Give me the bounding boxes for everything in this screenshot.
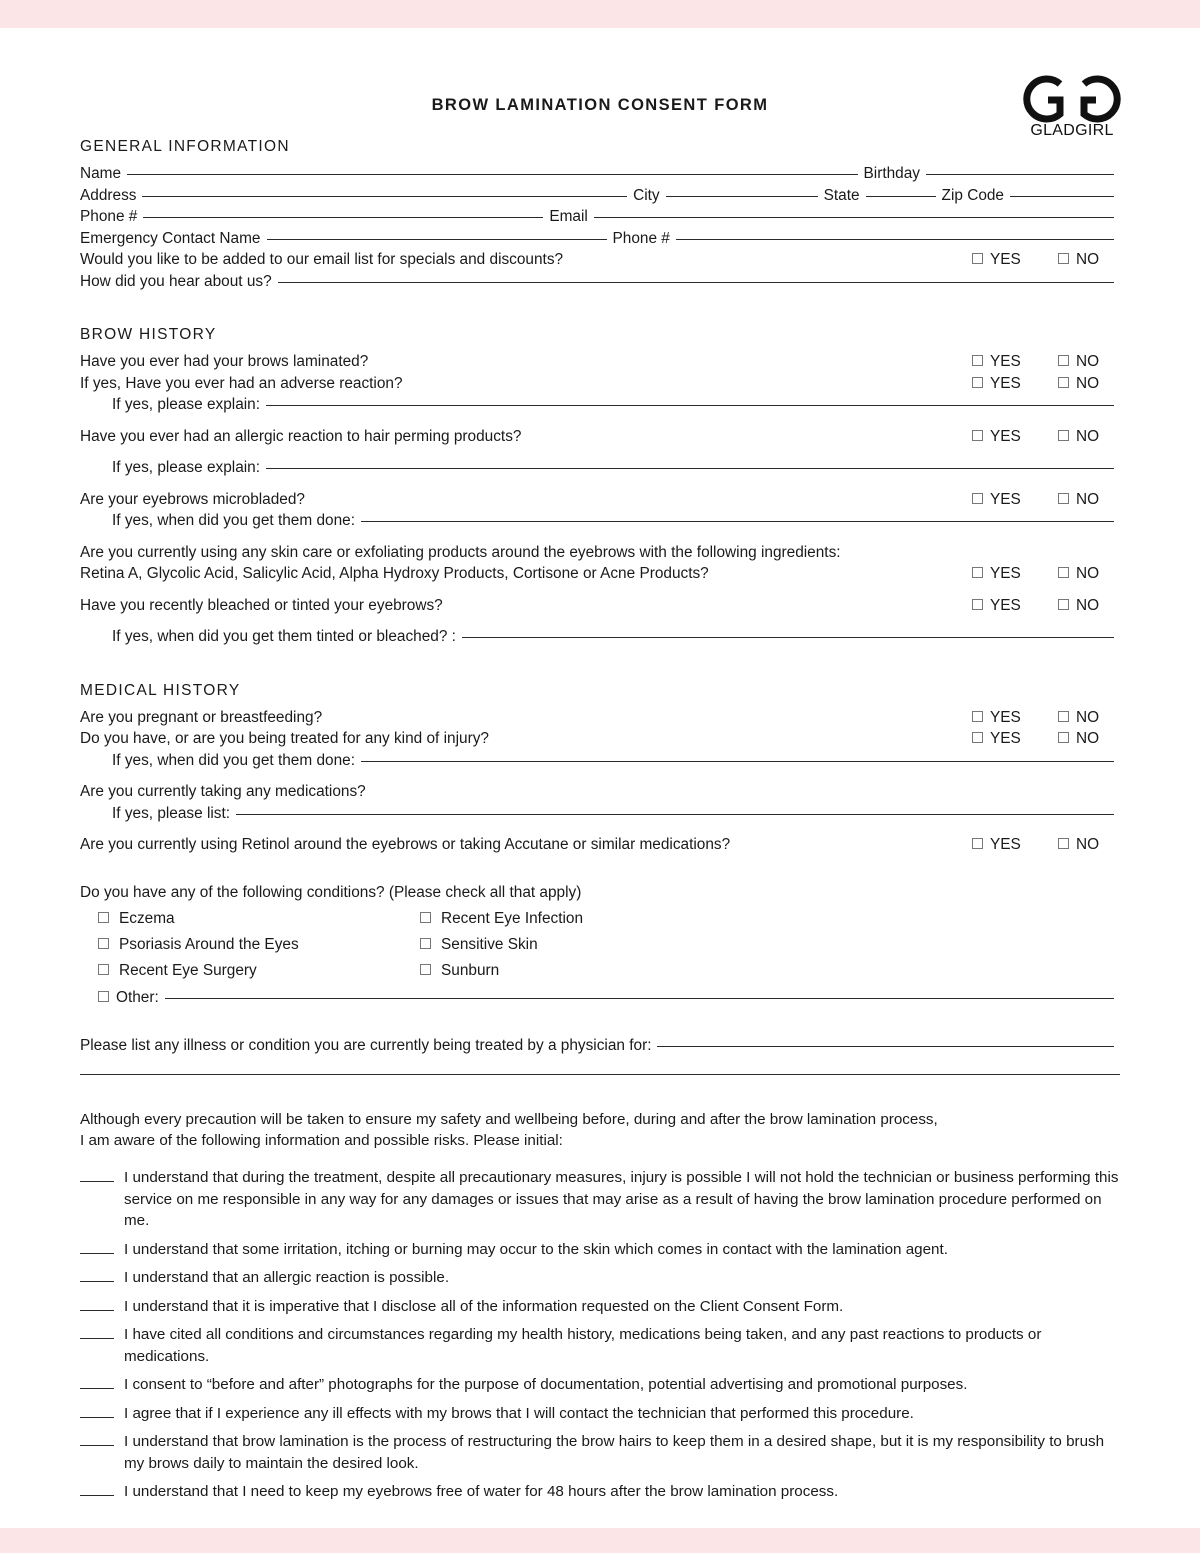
checkbox-retinol-no[interactable] (1058, 834, 1120, 856)
option-label-no: NO (1076, 374, 1100, 392)
condition-label: Recent Eye Infection (441, 910, 584, 927)
initial-text: I consent to “before and after” photographs for the purpose of documentation, potential advertising and promotional purposes. (124, 1376, 968, 1393)
question-injury (80, 728, 1120, 750)
initial-item (80, 1267, 1120, 1289)
option-label-yes: YES (990, 427, 1021, 445)
yesno-email-list (972, 249, 1120, 271)
spacer (80, 479, 1120, 489)
input-medication-list[interactable] (236, 814, 1114, 815)
checkbox-icon (1058, 253, 1069, 264)
yesno-bleached-tinted (972, 595, 1120, 617)
input-condition-other[interactable] (165, 998, 1114, 999)
checkbox-brows-laminated-no[interactable] (1058, 351, 1120, 373)
checkbox-icon (1058, 493, 1069, 504)
condition-label: Sunburn (441, 962, 500, 979)
label-zip: Zip Code (941, 186, 1004, 204)
input-initials[interactable] (80, 1267, 114, 1282)
label-email: Email (549, 208, 588, 225)
input-email[interactable] (594, 217, 1114, 218)
label-state: State (823, 186, 860, 204)
form-page (0, 28, 1200, 1528)
initial-text: I have cited all conditions and circumstances regarding my health history, medications being taken, and any past reactions to products or medications. (124, 1326, 1042, 1365)
label-medications: Are you currently taking any medications? (80, 783, 366, 800)
initial-text: I understand that I need to keep my eyebrows free of water for 48 hours after the brow lamination process. (124, 1483, 839, 1500)
checkbox-perming-allergy-no[interactable] (1058, 426, 1120, 448)
input-explain-2[interactable] (266, 468, 1114, 469)
input-initials[interactable] (80, 1403, 114, 1418)
checkbox-email-list-yes[interactable] (972, 249, 1058, 271)
checkbox-icon (972, 377, 983, 388)
input-phone[interactable] (143, 217, 543, 218)
condition-label: Sensitive Skin (441, 936, 538, 953)
checkbox-perming-allergy-yes[interactable] (972, 426, 1058, 448)
question-skincare-line2 (80, 563, 1120, 585)
section-heading-medical-history: MEDICAL HISTORY (80, 681, 241, 699)
checkbox-icon (98, 938, 109, 949)
option-label-no: NO (1076, 730, 1100, 747)
label-email-list-question: Would you like to be added to our email list for specials and discounts? (80, 251, 564, 268)
logo-wordmark: GLADGIRL (1030, 122, 1114, 139)
field-row-hear-about (80, 271, 1120, 293)
option-label-no: NO (1076, 565, 1100, 582)
field-row-explain-2 (80, 457, 1120, 479)
page-title: BROW LAMINATION CONSENT FORM (431, 96, 769, 114)
initial-item (80, 1403, 1120, 1425)
checkbox-injury-yes[interactable] (972, 728, 1058, 750)
checkbox-icon (420, 912, 431, 923)
initial-item (80, 1374, 1120, 1396)
decorative-bottom-band (0, 1528, 1200, 1553)
label-skincare-line2: Retina A, Glycolic Acid, Salicylic Acid, Alpha Hydroxy Products, Cortisone or Acne Products? (80, 565, 709, 582)
checkbox-icon (1058, 430, 1069, 441)
option-label-yes: YES (990, 374, 1021, 392)
checkbox-icon (1058, 711, 1069, 722)
field-row-microblade-date (80, 510, 1120, 532)
checkbox-adverse-reaction-yes[interactable] (972, 373, 1058, 395)
label-microblade-date: If yes, when did you get them done: (112, 512, 355, 529)
checkbox-icon (1058, 567, 1069, 578)
option-label-no: NO (1076, 251, 1100, 268)
label-injury: Do you have, or are you being treated for any kind of injury? (80, 730, 489, 747)
input-physician[interactable] (657, 1046, 1114, 1047)
option-label-yes: YES (990, 708, 1021, 726)
checkbox-pregnant-yes[interactable] (972, 707, 1058, 729)
option-label-yes: YES (990, 730, 1021, 747)
initial-item (80, 1239, 1120, 1261)
label-conditions-prompt: Do you have any of the following conditions? (Please check all that apply) (80, 883, 582, 901)
input-initials[interactable] (80, 1374, 114, 1389)
label-brows-laminated: Have you ever had your brows laminated? (80, 353, 369, 370)
option-label-no: NO (1076, 836, 1100, 853)
input-physician-continued[interactable] (80, 1074, 1120, 1075)
checkbox-pregnant-no[interactable] (1058, 707, 1120, 729)
input-injury-date[interactable] (361, 761, 1114, 762)
option-label-yes: YES (990, 353, 1021, 370)
checkbox-condition-other[interactable] (98, 991, 109, 1002)
checkbox-icon (1058, 732, 1069, 743)
input-emergency-phone[interactable] (676, 239, 1114, 240)
input-initials[interactable] (80, 1324, 114, 1339)
question-brows-laminated (80, 351, 1120, 373)
option-label-no: NO (1076, 708, 1100, 726)
spacer (80, 447, 1120, 457)
initial-item (80, 1296, 1120, 1318)
consent-intro (80, 1109, 1120, 1151)
label-microbladed: Are your eyebrows microbladed? (80, 490, 305, 508)
checkbox-icon (420, 938, 431, 949)
input-explain-1[interactable] (266, 405, 1114, 406)
label-physician: Please list any illness or condition you are currently being treated by a physician for: (80, 1036, 652, 1054)
checkbox-condition-eczema[interactable] (98, 906, 420, 932)
section-general-information (80, 138, 1120, 292)
input-zip[interactable] (1010, 196, 1114, 197)
question-bleached-tinted (80, 595, 1120, 617)
label-birthday: Birthday (863, 165, 920, 182)
checkbox-icon (1058, 355, 1069, 366)
question-retinol (80, 834, 1120, 856)
input-initials[interactable] (80, 1431, 114, 1446)
spacer (80, 585, 1120, 595)
field-row-physician (80, 1035, 1120, 1057)
label-adverse-reaction: If yes, Have you ever had an adverse reaction? (80, 374, 403, 392)
conditions-prompt (80, 882, 1120, 904)
checkbox-condition-recent-eye-infection[interactable] (420, 906, 1120, 932)
label-explain-1: If yes, please explain: (112, 396, 261, 413)
input-birthday[interactable] (926, 174, 1114, 175)
initial-item (80, 1481, 1120, 1503)
label-perming-allergy: Have you ever had an allergic reaction to hair perming products? (80, 427, 522, 445)
input-initials[interactable] (80, 1481, 114, 1496)
checkbox-icon (972, 567, 983, 578)
checkbox-brows-laminated-yes[interactable] (972, 351, 1058, 373)
input-emergency-contact[interactable] (267, 239, 607, 240)
question-adverse-reaction (80, 373, 1120, 395)
checkbox-condition-sunburn[interactable] (420, 958, 1120, 984)
checkbox-retinol-yes[interactable] (972, 834, 1058, 856)
option-label-yes: YES (990, 836, 1021, 853)
question-email-list (80, 249, 1120, 271)
checkbox-icon (1058, 599, 1069, 610)
checkbox-icon (98, 912, 109, 923)
initial-text: I understand that an allergic reaction is possible. (124, 1269, 450, 1286)
question-skincare-line1 (80, 542, 1120, 564)
option-label-yes: YES (990, 596, 1021, 614)
question-microbladed (80, 489, 1120, 511)
condition-label: Psoriasis Around the Eyes (119, 936, 299, 953)
checkbox-icon (972, 493, 983, 504)
consent-intro-line2: I am aware of the following information and possible risks. Please initial: (80, 1132, 563, 1149)
checkbox-email-list-no[interactable] (1058, 249, 1120, 271)
section-medical-history (80, 682, 1120, 1076)
input-initials[interactable] (80, 1296, 114, 1311)
spacer (80, 771, 1120, 781)
label-bleached-tinted: Have you recently bleached or tinted your eyebrows? (80, 596, 443, 614)
field-row-injury-date (80, 750, 1120, 772)
checkbox-condition-psoriasis[interactable] (98, 932, 420, 958)
initial-text: I understand that some irritation, itching or burning may occur to the skin which comes in contact with the lamination agent. (124, 1240, 948, 1258)
page-header (80, 60, 1120, 138)
initial-item (80, 1324, 1120, 1367)
label-name: Name (80, 165, 122, 182)
decorative-top-band (0, 0, 1200, 28)
yesno-pregnant (972, 707, 1120, 729)
input-initials[interactable] (80, 1239, 114, 1254)
yesno-brows-laminated (972, 351, 1120, 373)
checkbox-icon (972, 253, 983, 264)
spacer (80, 532, 1120, 542)
initials-list (80, 1167, 1120, 1503)
option-label-no: NO (1076, 353, 1100, 370)
label-tinted-date: If yes, when did you get them tinted or bleached? : (112, 628, 456, 645)
checkbox-icon (972, 711, 983, 722)
option-label-yes: YES (990, 251, 1021, 268)
label-address: Address (80, 186, 137, 204)
section-consent (80, 1109, 1120, 1503)
question-medications (80, 781, 1120, 803)
label-emergency-contact: Emergency Contact Name (80, 229, 261, 247)
initial-text: I understand that it is imperative that I disclose all of the information requested on the Client Consent Form. (124, 1297, 844, 1315)
option-label-yes: YES (990, 490, 1021, 508)
checkbox-condition-recent-eye-surgery[interactable] (98, 958, 420, 984)
label-explain-2: If yes, please explain: (112, 459, 261, 476)
checkbox-microbladed-yes[interactable] (972, 489, 1058, 511)
yesno-retinol (972, 834, 1120, 856)
yesno-injury (972, 728, 1120, 750)
label-medication-list: If yes, please list: (112, 804, 231, 822)
checkbox-adverse-reaction-no[interactable] (1058, 373, 1120, 395)
input-address[interactable] (142, 196, 627, 197)
spacer (80, 648, 1120, 682)
checkbox-condition-sensitive-skin[interactable] (420, 932, 1120, 958)
input-city[interactable] (666, 196, 818, 197)
checkbox-icon (972, 430, 983, 441)
field-row-emergency (80, 228, 1120, 250)
spacer (80, 416, 1120, 426)
option-label-no: NO (1076, 596, 1100, 614)
yesno-adverse-reaction (972, 373, 1120, 395)
input-initials[interactable] (80, 1167, 114, 1182)
checkbox-microbladed-no[interactable] (1058, 489, 1120, 511)
checkbox-icon (972, 599, 983, 610)
initial-item (80, 1167, 1120, 1232)
label-city: City (633, 186, 660, 204)
label-phone: Phone # (80, 208, 138, 225)
section-heading-brow-history: BROW HISTORY (80, 326, 217, 343)
gladgirl-logo (1020, 62, 1124, 142)
checkbox-icon (1058, 838, 1069, 849)
checkbox-bleached-tinted-no[interactable] (1058, 595, 1120, 617)
option-label-no: NO (1076, 427, 1100, 445)
checkbox-icon (1058, 377, 1069, 388)
conditions-checkbox-grid (80, 906, 1120, 984)
label-condition-other: Other: (116, 989, 159, 1006)
initial-text: I understand that brow lamination is the process of restructuring the brow hairs to keep them in a desired shape, but it is my responsibility to brush my brows daily to maintain the desired look. (124, 1433, 1105, 1472)
label-skincare-line1: Are you currently using any skin care or exfoliating products around the eyebrows with the following ingredients: (80, 543, 841, 561)
input-state[interactable] (866, 196, 936, 197)
question-pregnant (80, 707, 1120, 729)
input-microblade-date[interactable] (361, 521, 1114, 522)
field-row-phone-email (80, 206, 1120, 228)
field-row-tinted-date (80, 626, 1120, 648)
label-hear-about: How did you hear about us? (80, 272, 272, 290)
condition-label: Recent Eye Surgery (119, 962, 257, 979)
checkbox-icon (420, 964, 431, 975)
option-label-no: NO (1076, 490, 1100, 508)
yesno-skincare (972, 563, 1120, 585)
checkbox-icon (972, 732, 983, 743)
condition-label: Eczema (119, 910, 175, 927)
consent-intro-line1: Although every precaution will be taken to ensure my safety and wellbeing before, during and after the brow lamination process, (80, 1111, 938, 1128)
label-injury-date: If yes, when did you get them done: (112, 751, 355, 769)
spacer (80, 824, 1120, 834)
yesno-perming-allergy (972, 426, 1120, 448)
initial-item (80, 1431, 1120, 1474)
spacer (80, 1009, 1120, 1035)
section-heading-general: GENERAL INFORMATION (80, 138, 290, 155)
field-row-name-birthday (80, 163, 1120, 185)
label-pregnant: Are you pregnant or breastfeeding? (80, 708, 323, 726)
field-row-explain-1 (80, 394, 1120, 416)
initial-text: I agree that if I experience any ill effects with my brows that I will contact the technician that performed this procedure. (124, 1404, 914, 1422)
section-brow-history (80, 326, 1120, 648)
initial-text: I understand that during the treatment, despite all precautionary measures, injury is possible I will not hold the technician or business performing this service on me responsible in any way for any damages or issues that may arise as a result of having the brow lamination procedure performed on me. (124, 1169, 1119, 1229)
label-retinol: Are you currently using Retinol around the eyebrows or taking Accutane or similar medications? (80, 836, 731, 853)
input-hear-about[interactable] (278, 282, 1114, 283)
question-perming-allergy (80, 426, 1120, 448)
input-tinted-date[interactable] (462, 637, 1114, 638)
field-row-address (80, 185, 1120, 207)
input-name[interactable] (127, 174, 857, 175)
checkbox-icon (98, 964, 109, 975)
option-label-yes: YES (990, 565, 1021, 582)
yesno-microbladed (972, 489, 1120, 511)
checkbox-icon (972, 355, 983, 366)
field-row-medication-list (80, 803, 1120, 825)
checkbox-bleached-tinted-yes[interactable] (972, 595, 1058, 617)
spacer (80, 616, 1120, 626)
checkbox-skincare-yes[interactable] (972, 563, 1058, 585)
checkbox-injury-no[interactable] (1058, 728, 1120, 750)
spacer (80, 856, 1120, 882)
checkbox-skincare-no[interactable] (1058, 563, 1120, 585)
spacer (80, 292, 1120, 326)
label-emergency-phone: Phone # (612, 229, 670, 247)
checkbox-icon (972, 838, 983, 849)
field-row-condition-other (80, 987, 1120, 1009)
